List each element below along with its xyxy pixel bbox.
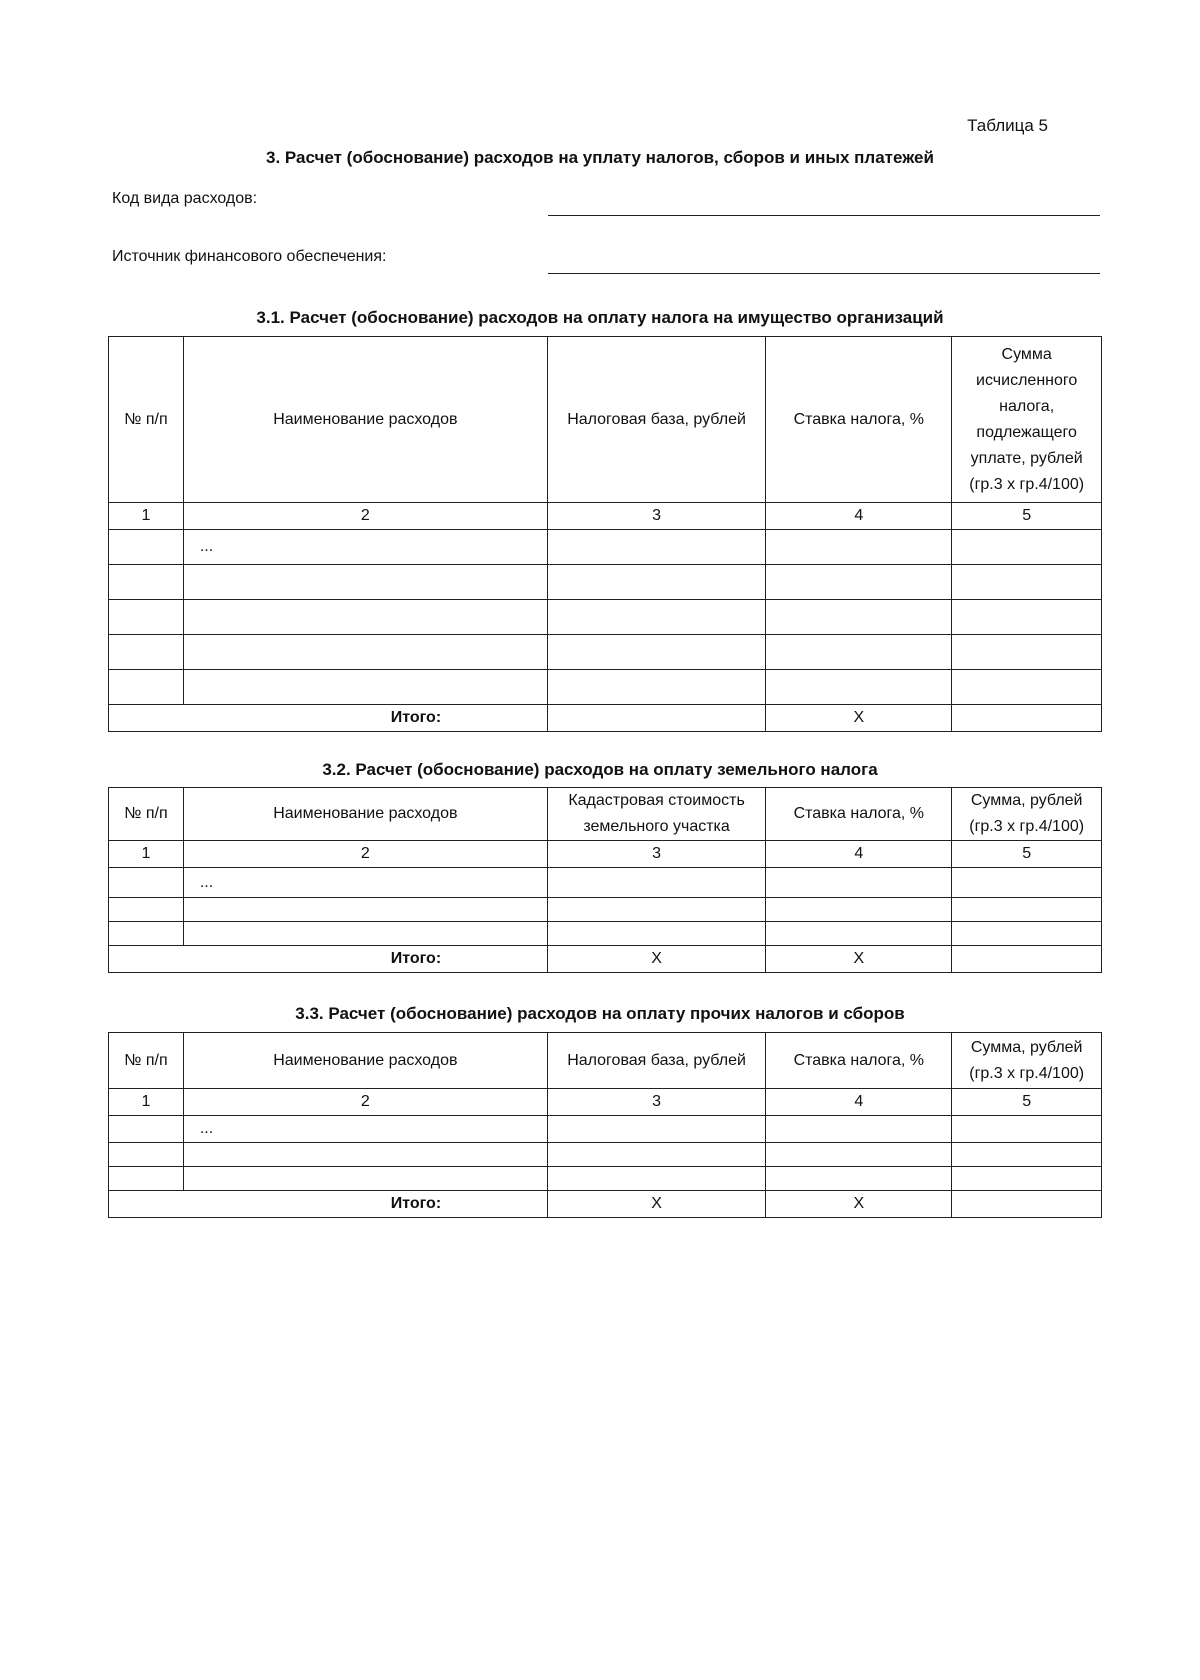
column-header: Наименование расходов bbox=[183, 1033, 547, 1089]
table-cell[interactable] bbox=[952, 868, 1102, 898]
expense-code-field bbox=[112, 186, 1100, 216]
table-caption: Таблица 5 bbox=[967, 116, 1048, 135]
table-cell[interactable] bbox=[183, 600, 547, 635]
table-header-row bbox=[109, 1033, 1102, 1089]
table-cell[interactable] bbox=[952, 1143, 1102, 1167]
table-cell[interactable] bbox=[547, 922, 765, 946]
section-title-3-1: 3.1. Расчет (обоснование) расходов на оплату налога на имущество организаций bbox=[256, 308, 944, 327]
table-row bbox=[109, 600, 1102, 635]
table-header-row bbox=[109, 337, 1102, 503]
table-cell[interactable] bbox=[109, 898, 184, 922]
total-cell[interactable] bbox=[547, 705, 765, 732]
column-header: Наименование расходов bbox=[183, 337, 547, 503]
table-cell[interactable] bbox=[183, 922, 547, 946]
funding-source-field bbox=[112, 244, 1100, 274]
land-tax-table bbox=[108, 787, 1102, 973]
table-cell[interactable] bbox=[952, 670, 1102, 705]
table-cell[interactable] bbox=[547, 635, 765, 670]
column-header: Сумма исчисленного налога, подлежащего уплате, рублей (гр.3 х гр.4/100) bbox=[952, 337, 1102, 503]
column-number: 5 bbox=[952, 1089, 1102, 1116]
table-cell[interactable] bbox=[547, 670, 765, 705]
total-row bbox=[109, 705, 1102, 732]
table-header-row bbox=[109, 788, 1102, 841]
column-number: 1 bbox=[109, 503, 184, 530]
table-cell[interactable] bbox=[952, 600, 1102, 635]
table-cell[interactable] bbox=[766, 898, 952, 922]
column-number: 5 bbox=[952, 841, 1102, 868]
table-cell[interactable] bbox=[952, 635, 1102, 670]
table-cell[interactable] bbox=[547, 600, 765, 635]
column-header: Наименование расходов bbox=[183, 788, 547, 841]
table-cell[interactable] bbox=[766, 670, 952, 705]
total-cell: Х bbox=[766, 705, 952, 732]
table-cell[interactable]: ... bbox=[183, 868, 547, 898]
table-cell[interactable] bbox=[952, 898, 1102, 922]
column-header: № п/п bbox=[109, 1033, 184, 1089]
table-cell[interactable] bbox=[183, 565, 547, 600]
column-number-row bbox=[109, 841, 1102, 868]
column-header: № п/п bbox=[109, 788, 184, 841]
table-row bbox=[109, 1116, 1102, 1143]
column-number-row bbox=[109, 1089, 1102, 1116]
total-cell[interactable] bbox=[952, 705, 1102, 732]
table-cell[interactable] bbox=[766, 1167, 952, 1191]
table-cell[interactable] bbox=[547, 530, 765, 565]
table-row bbox=[109, 635, 1102, 670]
column-header: Ставка налога, % bbox=[766, 1033, 952, 1089]
column-number: 2 bbox=[183, 841, 547, 868]
table-cell[interactable] bbox=[109, 530, 184, 565]
table-cell[interactable] bbox=[766, 1143, 952, 1167]
total-label: Итого: bbox=[109, 1191, 548, 1218]
table-cell[interactable] bbox=[547, 1116, 765, 1143]
table-cell[interactable] bbox=[183, 898, 547, 922]
table-cell[interactable] bbox=[183, 635, 547, 670]
total-label: Итого: bbox=[109, 705, 548, 732]
table-row bbox=[109, 922, 1102, 946]
table-row bbox=[109, 868, 1102, 898]
table-cell[interactable] bbox=[109, 1116, 184, 1143]
expense-code-line bbox=[548, 215, 1100, 216]
table-cell[interactable] bbox=[109, 1167, 184, 1191]
column-number: 3 bbox=[547, 1089, 765, 1116]
table-cell[interactable] bbox=[766, 565, 952, 600]
section-title-3-2: 3.2. Расчет (обоснование) расходов на оплату земельного налога bbox=[322, 760, 878, 779]
total-cell[interactable] bbox=[952, 1191, 1102, 1218]
column-number: 3 bbox=[547, 503, 765, 530]
table-cell[interactable] bbox=[547, 1143, 765, 1167]
funding-source-label: Источник финансового обеспечения: bbox=[112, 248, 387, 265]
table-cell[interactable] bbox=[766, 635, 952, 670]
table-cell[interactable] bbox=[952, 922, 1102, 946]
column-header: Налоговая база, рублей bbox=[547, 337, 765, 503]
table-cell[interactable]: ... bbox=[183, 1116, 547, 1143]
total-cell: Х bbox=[766, 1191, 952, 1218]
column-number-row bbox=[109, 503, 1102, 530]
table-row bbox=[109, 530, 1102, 565]
total-row bbox=[109, 946, 1102, 973]
total-cell: Х bbox=[766, 946, 952, 973]
other-taxes-table bbox=[108, 1032, 1102, 1218]
table-row bbox=[109, 670, 1102, 705]
table-row bbox=[109, 1143, 1102, 1167]
table-row bbox=[109, 898, 1102, 922]
page-title: 3. Расчет (обоснование) расходов на уплату налогов, сборов и иных платежей bbox=[266, 148, 934, 167]
table-cell[interactable] bbox=[109, 1143, 184, 1167]
column-number: 1 bbox=[109, 1089, 184, 1116]
column-number: 2 bbox=[183, 503, 547, 530]
table-cell[interactable] bbox=[952, 1116, 1102, 1143]
total-cell: Х bbox=[547, 946, 765, 973]
column-number: 4 bbox=[766, 841, 952, 868]
table-cell[interactable] bbox=[183, 1167, 547, 1191]
table-cell[interactable] bbox=[183, 670, 547, 705]
table-row bbox=[109, 565, 1102, 600]
column-header: Сумма, рублей (гр.3 х гр.4/100) bbox=[952, 1033, 1102, 1089]
table-cell[interactable] bbox=[952, 530, 1102, 565]
table-cell[interactable] bbox=[952, 1167, 1102, 1191]
section-title-3-3: 3.3. Расчет (обоснование) расходов на оплату прочих налогов и сборов bbox=[295, 1004, 905, 1023]
table-cell[interactable] bbox=[109, 922, 184, 946]
column-number: 4 bbox=[766, 503, 952, 530]
table-cell[interactable] bbox=[109, 565, 184, 600]
column-number: 3 bbox=[547, 841, 765, 868]
table-cell[interactable] bbox=[766, 1116, 952, 1143]
table-cell[interactable] bbox=[183, 1143, 547, 1167]
table-cell[interactable]: ... bbox=[183, 530, 547, 565]
table-cell[interactable] bbox=[109, 868, 184, 898]
column-number: 5 bbox=[952, 503, 1102, 530]
table-cell[interactable] bbox=[766, 868, 952, 898]
table-cell[interactable] bbox=[766, 600, 952, 635]
column-header: № п/п bbox=[109, 337, 184, 503]
table-cell[interactable] bbox=[109, 600, 184, 635]
column-number: 2 bbox=[183, 1089, 547, 1116]
column-header: Кадастровая стоимость земельного участка bbox=[547, 788, 765, 841]
column-number: 1 bbox=[109, 841, 184, 868]
total-label: Итого: bbox=[109, 946, 548, 973]
table-cell[interactable] bbox=[109, 670, 184, 705]
total-cell: Х bbox=[547, 1191, 765, 1218]
table-cell[interactable] bbox=[547, 565, 765, 600]
table-row bbox=[109, 1167, 1102, 1191]
funding-source-line bbox=[548, 273, 1100, 274]
expense-code-label: Код вида расходов: bbox=[112, 190, 258, 207]
table-cell[interactable] bbox=[547, 898, 765, 922]
column-header: Ставка налога, % bbox=[766, 788, 952, 841]
table-cell[interactable] bbox=[109, 635, 184, 670]
property-tax-table bbox=[108, 336, 1102, 732]
table-cell[interactable] bbox=[766, 922, 952, 946]
total-row bbox=[109, 1191, 1102, 1218]
column-header: Налоговая база, рублей bbox=[547, 1033, 765, 1089]
table-cell[interactable] bbox=[766, 530, 952, 565]
column-header: Ставка налога, % bbox=[766, 337, 952, 503]
total-cell[interactable] bbox=[952, 946, 1102, 973]
table-cell[interactable] bbox=[547, 868, 765, 898]
table-cell[interactable] bbox=[547, 1167, 765, 1191]
column-header: Сумма, рублей (гр.3 х гр.4/100) bbox=[952, 788, 1102, 841]
table-cell[interactable] bbox=[952, 565, 1102, 600]
column-number: 4 bbox=[766, 1089, 952, 1116]
